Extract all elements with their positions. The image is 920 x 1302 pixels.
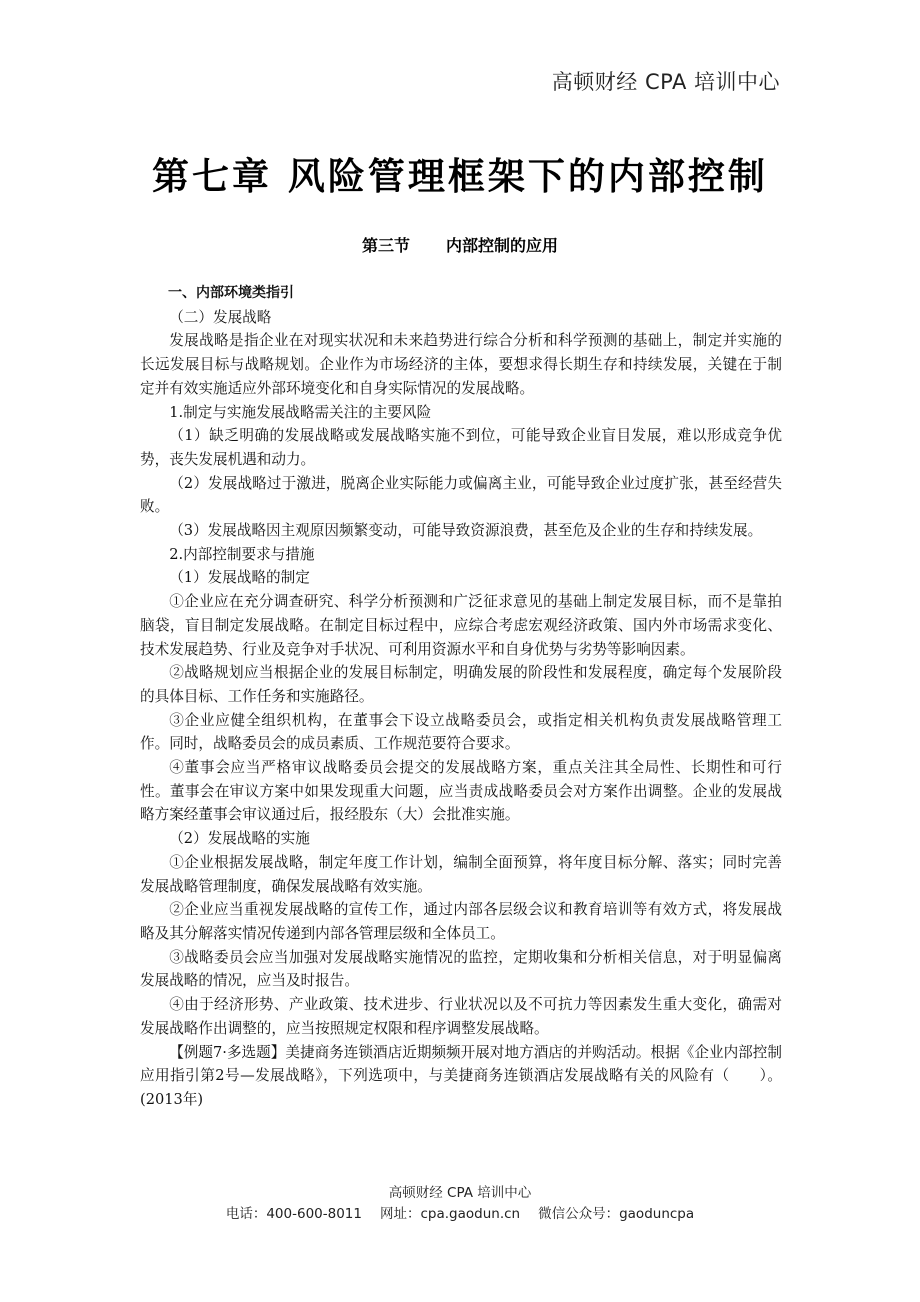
- paragraph: ②企业应当重视发展战略的宣传工作，通过内部各层级会议和教育培训等有效方式，将发展战略及其分解落实情况传递到内部各管理层级和全体员工。: [140, 901, 782, 942]
- document-body: [140, 282, 782, 1112]
- paragraph: ④董事会应当严格审议战略委员会提交的发展战略方案，重点关注其全局性、长期性和可行性。董事会在审议方案中如果发现重大问题，应当责成战略委员会对方案作出调整。企业的发展战略方案经董事会审议通过后，报经股东（大）会批准实施。: [140, 759, 782, 824]
- section-number: 第三节: [361, 236, 410, 255]
- paragraph: 2.内部控制要求与措施: [169, 545, 315, 563]
- paragraph: ②战略规划应当根据企业的发展目标制定，明确发展的阶段性和发展程度，确定每个发展阶段的具体目标、工作任务和实施路径。: [140, 664, 782, 705]
- paragraph: 发展战略是指企业在对现实状况和未来趋势进行综合分析和科学预测的基础上，制定并实施的长远发展目标与战略规划。企业作为市场经济的主体，要想求得长期生存和持续发展，关键在于制定并有效实施适应外部环境变化和自身实际情况的发展战略。: [140, 332, 782, 397]
- footer-wechat: 微信公众号：gaoduncpa: [538, 1206, 695, 1222]
- section-name: 内部控制的应用: [446, 236, 559, 255]
- paragraph: ④由于经济形势、产业政策、技术进步、行业状况以及不可抗力等因素发生重大变化，确需对发展战略作出调整的，应当按照规定权限和程序调整发展战略。: [140, 996, 782, 1037]
- paragraph: （2）发展战略的实施: [169, 830, 310, 848]
- paragraph: ①企业根据发展战略，制定年度工作计划，编制全面预算，将年度目标分解、落实；同时完善发展战略管理制度，确保发展战略有效实施。: [140, 853, 782, 895]
- footer-phone: 电话：400-600-8011: [225, 1206, 362, 1222]
- paragraph: 【例题7·多选题】美捷商务连锁酒店近期频频开展对地方酒店的并购活动。根据《企业内部控制应用指引第2号—发展战略》，下列选项中，与美捷商务连锁酒店发展战略有关的风险有（ ）。(2013年): [140, 1043, 782, 1108]
- paragraph: （1）发展战略的制定: [169, 569, 310, 587]
- footer-website: 网址：cpa.gaodun.cn: [379, 1206, 521, 1222]
- paragraph: 一、内部环境类指引: [168, 285, 294, 301]
- page-footer: [0, 1183, 920, 1225]
- paragraph: ①企业应在充分调查研究、科学分析预测和广泛征求意见的基础上制定发展目标，而不是靠拍脑袋，盲目制定发展战略。在制定目标过程中，应综合考虑宏观经济政策、国内外市场需求变化、技术发展趋势、行业及竞争对手状况、可利用资源水平和自身优势与劣势等影响因素。: [140, 593, 782, 658]
- paragraph: ③企业应健全组织机构，在董事会下设立战略委员会，或指定相关机构负责发展战略管理工作。同时，战略委员会的成员素质、工作规范要符合要求。: [140, 711, 782, 753]
- paragraph: （3）发展战略因主观原因频繁变动，可能导致资源浪费，甚至危及企业的生存和持续发展。: [169, 522, 763, 540]
- paragraph: 1.制定与实施发展战略需关注的主要风险: [169, 403, 432, 421]
- header-brand: 高顿财经 CPA 培训中心: [551, 70, 780, 94]
- footer-brand: 高顿财经 CPA 培训中心: [388, 1185, 532, 1201]
- section-title: [0, 233, 920, 256]
- footer-contact: [0, 1204, 920, 1225]
- chapter-title: 第七章 风险管理框架下的内部控制: [152, 155, 768, 198]
- paragraph: ③战略委员会应当加强对发展战略实施情况的监控，定期收集和分析相关信息，对于明显偏离发展战略的情况，应当及时报告。: [140, 948, 782, 990]
- paragraph: （二）发展战略: [169, 308, 272, 326]
- paragraph: （2）发展战略过于激进，脱离企业实际能力或偏离主业，可能导致企业过度扩张，甚至经营失败。: [140, 474, 782, 516]
- paragraph: （1）缺乏明确的发展战略或发展战略实施不到位，可能导致企业盲目发展，难以形成竞争优势，丧失发展机遇和动力。: [140, 427, 782, 468]
